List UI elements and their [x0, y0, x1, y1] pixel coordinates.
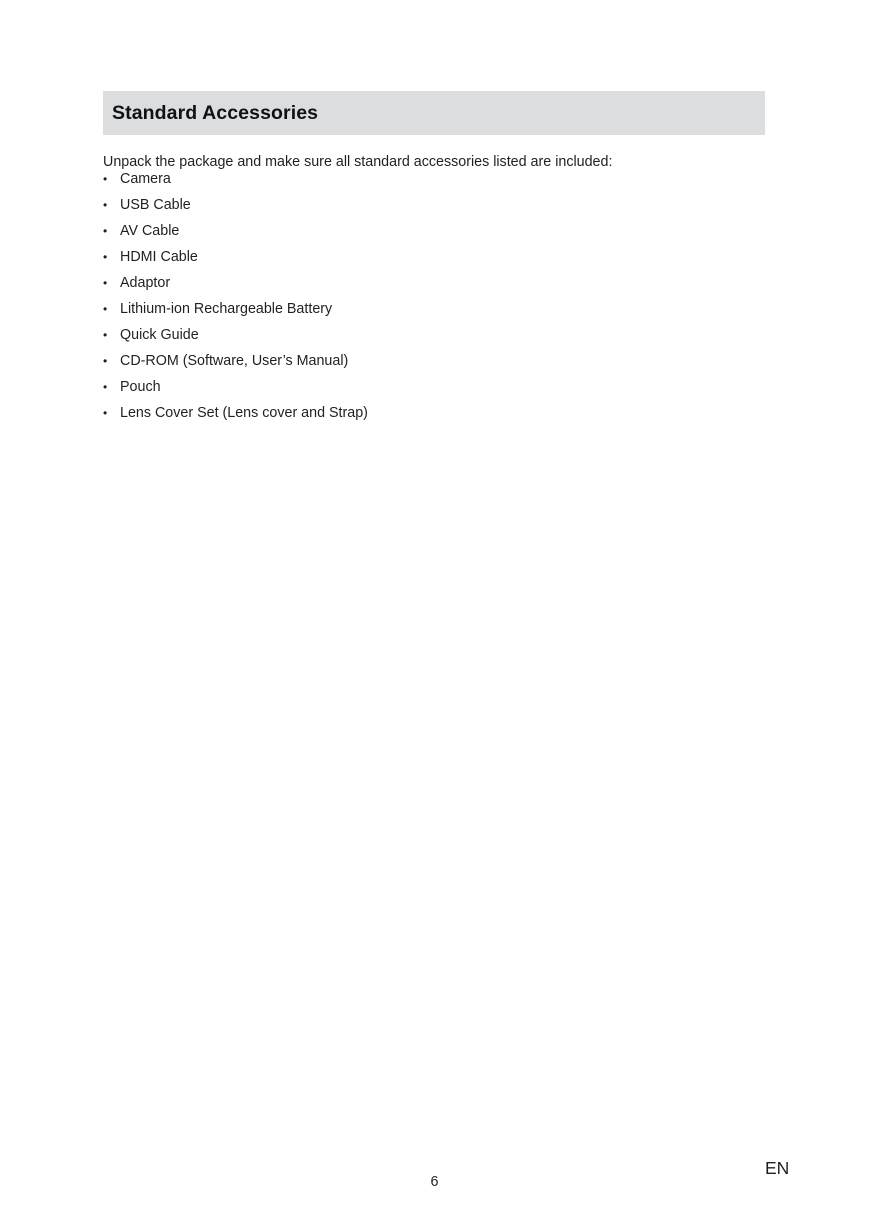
list-item [103, 223, 368, 249]
list-item [103, 353, 368, 379]
page-number: 6 [430, 1174, 439, 1190]
bullet-icon: • [103, 172, 108, 186]
bullet-icon: • [103, 276, 108, 290]
list-item [103, 197, 368, 223]
section-title: Standard Accessories [112, 101, 319, 124]
list-item [103, 249, 368, 275]
list-item-label: HDMI Cable [120, 249, 198, 265]
bullet-icon: • [103, 354, 108, 368]
list-item-label: Pouch [120, 379, 161, 395]
list-item-label: Quick Guide [120, 327, 199, 343]
list-item [103, 379, 368, 405]
list-item [103, 405, 368, 431]
bullet-icon: • [103, 250, 108, 264]
list-item [103, 171, 368, 197]
bullet-icon: • [103, 328, 108, 342]
list-item-label: Camera [120, 171, 171, 187]
bullet-icon: • [103, 302, 108, 316]
list-item [103, 301, 368, 327]
bullet-icon: • [103, 406, 108, 420]
list-item [103, 327, 368, 353]
list-item-label: AV Cable [120, 223, 180, 239]
section-header [103, 91, 765, 135]
language-tag: EN [765, 1158, 790, 1178]
bullet-icon: • [103, 198, 108, 212]
list-item [103, 275, 368, 301]
list-item-label: CD-ROM (Software, User’s Manual) [120, 353, 349, 369]
accessories-list [103, 171, 368, 431]
bullet-icon: • [103, 380, 108, 394]
list-item-label: USB Cable [120, 197, 191, 213]
list-item-label: Lithium-ion Rechargeable Battery [120, 301, 333, 317]
bullet-icon: • [103, 224, 108, 238]
intro-text: Unpack the package and make sure all standard accessories listed are included: [103, 154, 613, 170]
list-item-label: Adaptor [120, 275, 171, 291]
list-item-label: Lens Cover Set (Lens cover and Strap) [120, 405, 368, 421]
